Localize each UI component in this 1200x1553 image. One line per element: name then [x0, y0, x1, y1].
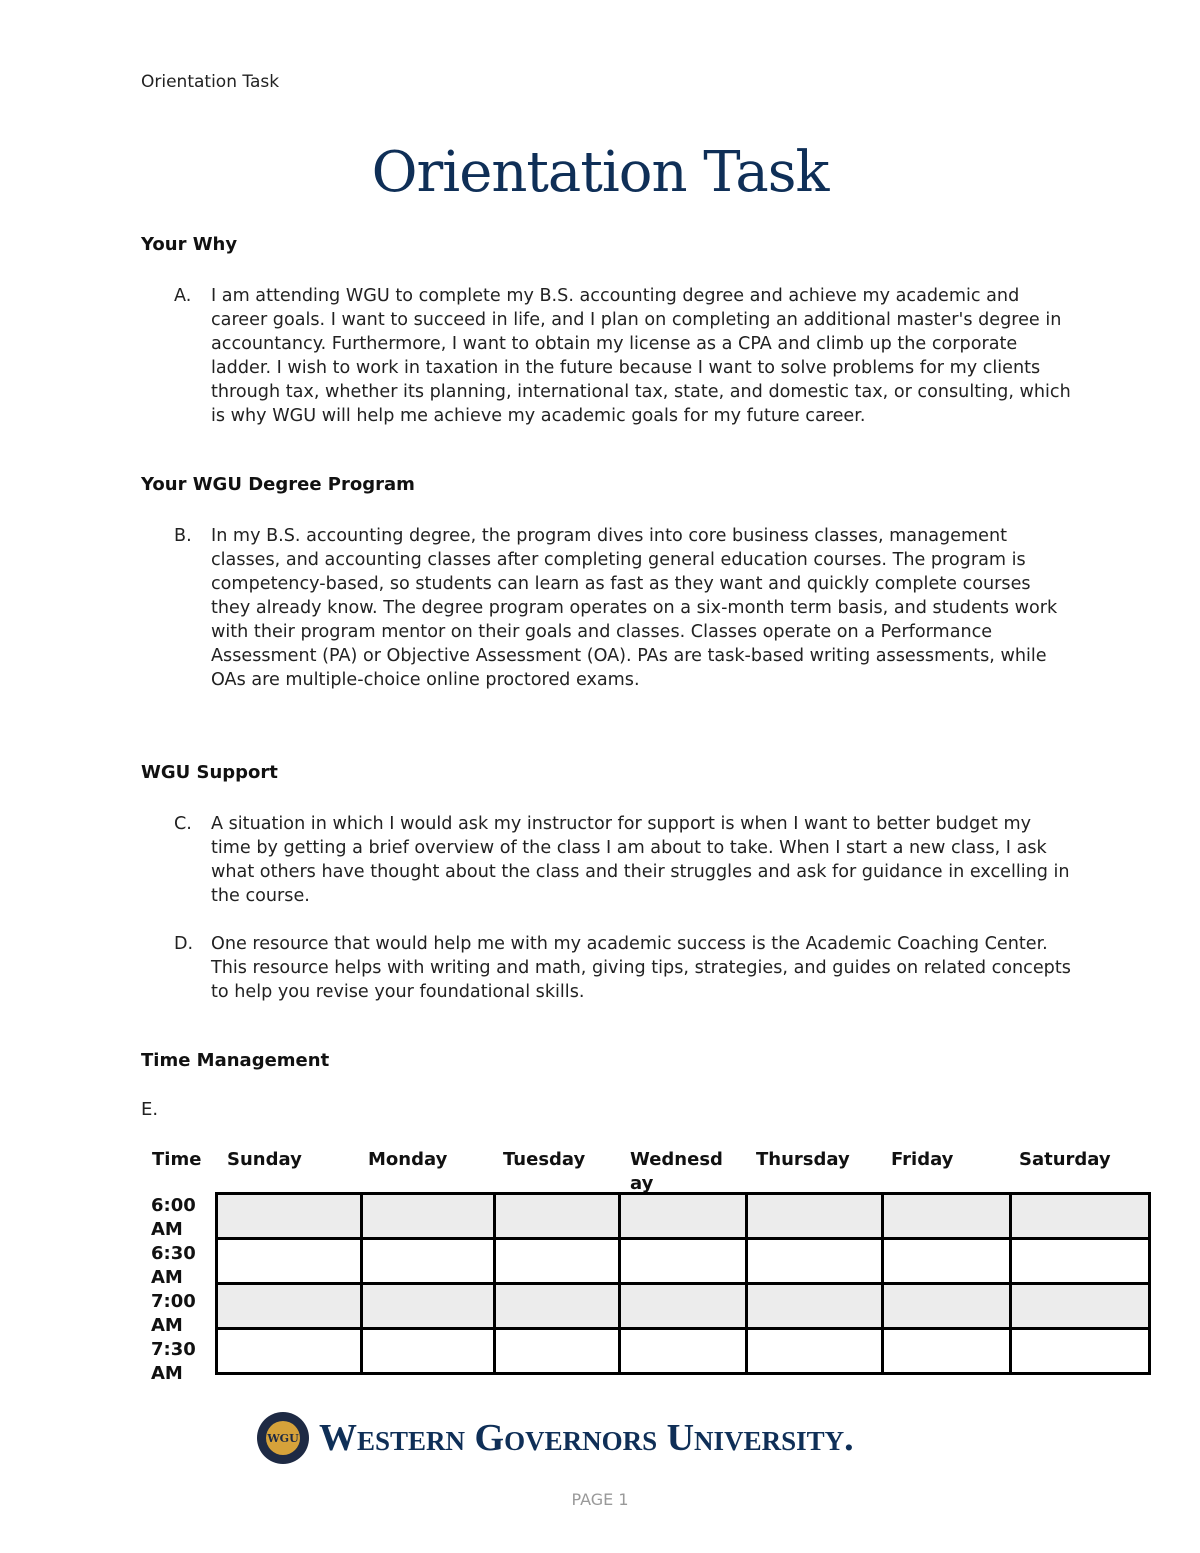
- section-heading-degree-program: Your WGU Degree Program: [141, 474, 415, 495]
- table-row-630am: [217, 1239, 1150, 1284]
- schedule-cell[interactable]: [747, 1329, 883, 1374]
- time-label: 6:00 AM: [151, 1195, 196, 1240]
- schedule-cell[interactable]: [217, 1239, 362, 1284]
- schedule-table: [215, 1192, 1151, 1375]
- schedule-cell[interactable]: [747, 1239, 883, 1284]
- list-marker-e: E.: [141, 1099, 159, 1120]
- list-item-a: [174, 284, 1074, 428]
- schedule-cell[interactable]: [620, 1239, 747, 1284]
- schedule-cell[interactable]: [883, 1239, 1011, 1284]
- schedule-cell[interactable]: [1011, 1329, 1150, 1374]
- schedule-cell[interactable]: [495, 1194, 620, 1239]
- time-label: 7:30 AM: [151, 1339, 196, 1384]
- list-item-d: [174, 932, 1074, 1004]
- schedule-cell[interactable]: [620, 1194, 747, 1239]
- time-label: 7:00 AM: [151, 1291, 196, 1336]
- list-item-c: [174, 812, 1074, 908]
- schedule-cell[interactable]: [362, 1329, 495, 1374]
- running-header: Orientation Task: [141, 72, 280, 92]
- wgu-seal-text: WGU: [266, 1421, 300, 1455]
- wgu-logo: [257, 1410, 854, 1466]
- column-header-tuesday: Tuesday: [503, 1149, 586, 1170]
- schedule-cell[interactable]: [495, 1239, 620, 1284]
- schedule-cell[interactable]: [495, 1284, 620, 1329]
- column-header-monday: Monday: [368, 1149, 448, 1170]
- schedule-cell[interactable]: [747, 1284, 883, 1329]
- schedule-cell[interactable]: [217, 1194, 362, 1239]
- schedule-cell[interactable]: [1011, 1239, 1150, 1284]
- column-header-friday: Friday: [891, 1149, 954, 1170]
- list-item-text: In my B.S. accounting degree, the program dives into core business classes, management classes, and accounting classes after completing general education courses. The program is competency-based, so students can learn as fast as they want and quickly complete courses they already know. The degree program operates on a six-month term basis, and students work with their program mentor on their goals and classes. Classes operate on a Performance Assessment (PA) or Objective Assessment (OA). PAs are task-based writing assessments, while OAs are multiple-choice online proctored exams.: [211, 526, 1058, 690]
- wgu-wordmark: Western Governors University.: [319, 1417, 854, 1459]
- list-marker: A.: [174, 286, 192, 306]
- page-title: Orientation Task: [371, 140, 829, 205]
- schedule-cell[interactable]: [217, 1329, 362, 1374]
- table-row-730am: [217, 1329, 1150, 1374]
- list-marker: B.: [174, 526, 192, 546]
- wgu-seal-icon: [257, 1412, 309, 1464]
- list-item-text: I am attending WGU to complete my B.S. accounting degree and achieve my academic and career goals. I want to succeed in life, and I plan on completing an additional master's degree in accountancy. Furthermore, I want to obtain my license as a CPA and climb up the corporate ladder. I wish to work in taxation in the future because I want to solve problems for my clients through tax, whether its planning, international tax, state, and domestic tax, or consulting, which is why WGU will help me achieve my academic goals for my future career.: [211, 286, 1071, 426]
- section-heading-wgu-support: WGU Support: [141, 762, 278, 783]
- list-item-text: A situation in which I would ask my instructor for support is when I want to better budget my time by getting a brief overview of the class I am about to take. When I start a new class, I ask what others have thought about the class and their struggles and ask for guidance in excelling in the course.: [211, 814, 1070, 906]
- list-marker: C.: [174, 814, 192, 834]
- page-number: PAGE 1: [571, 1490, 629, 1509]
- schedule-cell[interactable]: [747, 1194, 883, 1239]
- schedule-cell[interactable]: [620, 1329, 747, 1374]
- schedule-cell[interactable]: [362, 1284, 495, 1329]
- section-heading-your-why: Your Why: [141, 234, 238, 255]
- column-header-saturday: Saturday: [1019, 1149, 1111, 1170]
- schedule-cell[interactable]: [883, 1329, 1011, 1374]
- section-heading-time-management: Time Management: [141, 1050, 330, 1071]
- list-marker: D.: [174, 934, 194, 954]
- column-header-time: Time: [152, 1149, 202, 1170]
- schedule-cell[interactable]: [1011, 1194, 1150, 1239]
- table-row-600am: [217, 1194, 1150, 1239]
- schedule-cell[interactable]: [1011, 1284, 1150, 1329]
- column-header-sunday: Sunday: [227, 1149, 302, 1170]
- schedule-cell[interactable]: [620, 1284, 747, 1329]
- schedule-cell[interactable]: [883, 1194, 1011, 1239]
- schedule-cell[interactable]: [362, 1239, 495, 1284]
- schedule-cell[interactable]: [883, 1284, 1011, 1329]
- list-item-text: One resource that would help me with my academic success is the Academic Coaching Center. This resource helps with writing and math, giving tips, strategies, and guides on related concepts to help you revise your foundational skills.: [211, 934, 1071, 1002]
- table-row-700am: [217, 1284, 1150, 1329]
- schedule-cell[interactable]: [217, 1284, 362, 1329]
- time-label: 6:30 AM: [151, 1243, 196, 1288]
- list-item-b: [174, 524, 1074, 692]
- schedule-cell[interactable]: [362, 1194, 495, 1239]
- column-header-wednesday: Wednesd ay: [630, 1149, 723, 1194]
- column-header-thursday: Thursday: [756, 1149, 850, 1170]
- schedule-cell[interactable]: [495, 1329, 620, 1374]
